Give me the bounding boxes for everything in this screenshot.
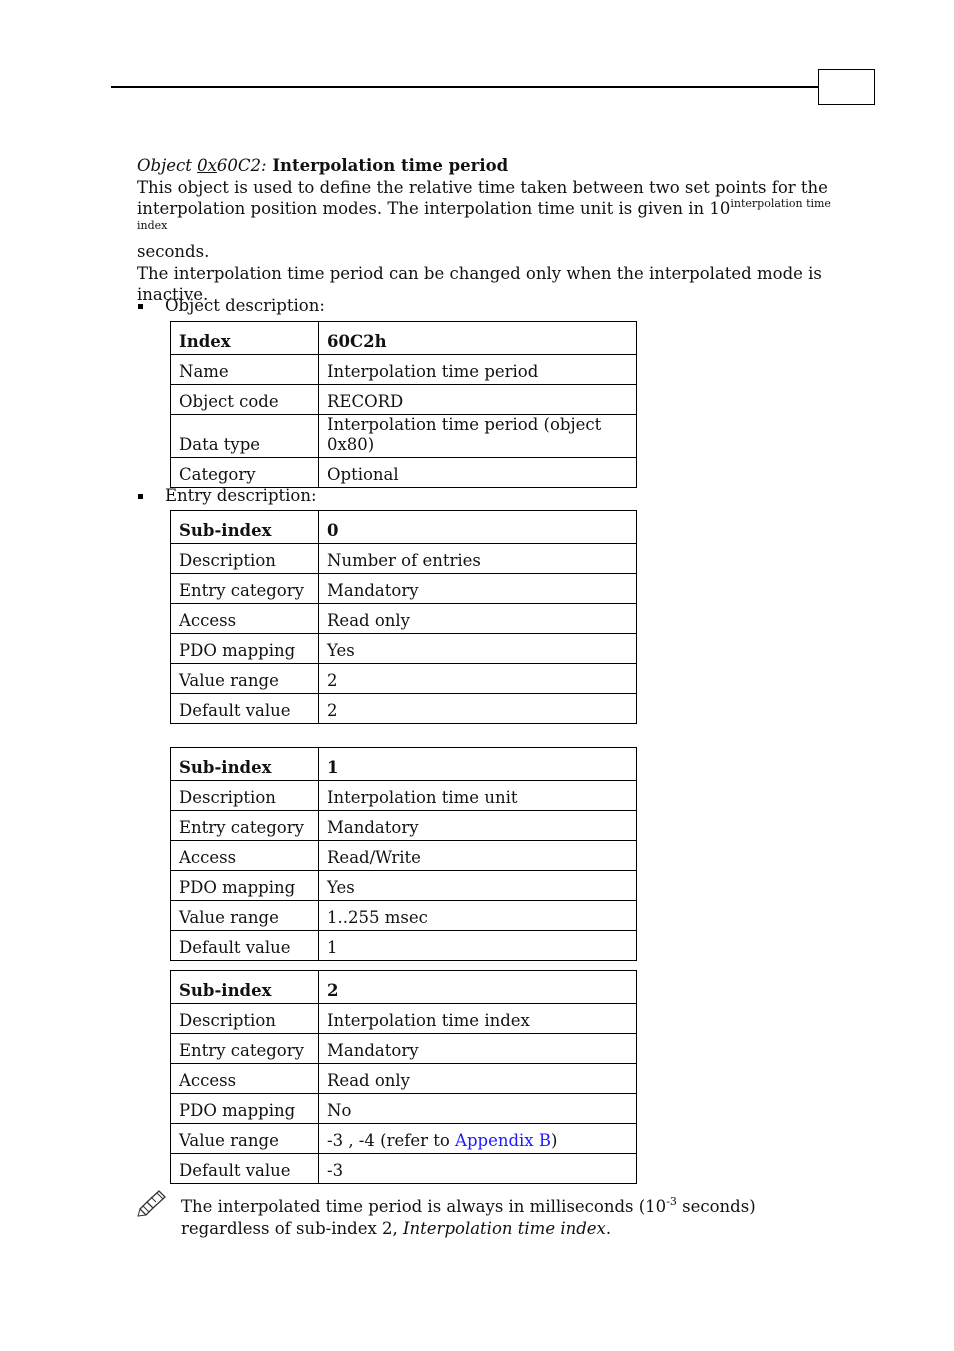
field-name-cell: PDO mapping <box>171 634 319 664</box>
table-row <box>171 604 637 634</box>
bullet-marker <box>138 494 143 499</box>
field-name-cell: Name <box>171 355 319 385</box>
table-row <box>171 544 637 574</box>
appendix-b-link[interactable]: Appendix B <box>455 1131 551 1150</box>
table-row <box>171 322 637 355</box>
section-intro <box>137 155 837 306</box>
field-name-cell: Sub-index <box>171 511 319 544</box>
table-row <box>171 931 637 961</box>
field-name-cell: PDO mapping <box>171 871 319 901</box>
table-row <box>171 458 637 488</box>
table-row <box>171 415 637 458</box>
note-text: The interpolated time period is always in milliseconds ($10^{-3}$ seconds) regardless of sub-index 2, Interpolation time index. <box>181 1195 756 1238</box>
field-value-cell: Mandatory <box>319 811 637 841</box>
table-row <box>171 694 637 724</box>
description-paragraph: This object is used to define the relative time taken between two set points for the interpolation position modes. The interpolation time unit is given in $10^{interpolation time index}$ seconds. <box>137 177 831 261</box>
field-value-cell: 1..255 msec <box>319 901 637 931</box>
table-row <box>171 574 637 604</box>
table-row <box>171 634 637 664</box>
field-value-cell: 0 <box>319 511 637 544</box>
field-name-cell: Default value <box>171 1154 319 1184</box>
field-name-cell: Data type <box>171 415 319 458</box>
field-name-cell: Entry category <box>171 574 319 604</box>
field-name-cell: Category <box>171 458 319 488</box>
table-row <box>171 1004 637 1034</box>
field-value-cell: 2 <box>319 664 637 694</box>
table-row <box>171 748 637 781</box>
table-row <box>171 1124 637 1154</box>
field-value-cell: Number of entries <box>319 544 637 574</box>
field-value-cell: 2 <box>319 694 637 724</box>
table-row <box>171 355 637 385</box>
note-pencil-icon <box>137 1187 169 1217</box>
table-row <box>171 901 637 931</box>
field-value-cell: 60C2h <box>319 322 637 355</box>
restriction-paragraph: The interpolation time period can be changed only when the interpolated mode is inactive. <box>137 263 822 304</box>
hex-prefix: 0x <box>197 156 217 175</box>
field-name-cell: Description <box>171 1004 319 1034</box>
field-name-cell: Entry category <box>171 1034 319 1064</box>
table-row <box>171 781 637 811</box>
field-value-cell: Interpolation time unit <box>319 781 637 811</box>
field-value-cell: Mandatory <box>319 1034 637 1064</box>
section-title: Interpolation time period <box>266 156 509 175</box>
field-name-cell: Entry category <box>171 811 319 841</box>
field-name-cell: PDO mapping <box>171 1094 319 1124</box>
field-value-cell: -3 <box>319 1154 637 1184</box>
field-name-cell: Access <box>171 604 319 634</box>
field-value-cell: RECORD <box>319 385 637 415</box>
field-value-cell: Mandatory <box>319 574 637 604</box>
field-value-cell: -3 , -4 (refer to Appendix B) <box>319 1124 637 1154</box>
field-name-cell: Value range <box>171 1124 319 1154</box>
field-value-cell: No <box>319 1094 637 1124</box>
field-name-cell: Access <box>171 841 319 871</box>
field-value-cell: Read only <box>319 1064 637 1094</box>
field-name-cell: Sub-index <box>171 971 319 1004</box>
field-name-cell: Sub-index <box>171 748 319 781</box>
field-value-cell: 2 <box>319 971 637 1004</box>
table-row <box>171 385 637 415</box>
field-value-cell: Yes <box>319 634 637 664</box>
header-rule <box>111 86 818 88</box>
page-number-box <box>818 69 875 105</box>
table-row <box>171 664 637 694</box>
field-value-cell: Yes <box>319 871 637 901</box>
field-name-cell: Object code <box>171 385 319 415</box>
table-row <box>171 511 637 544</box>
field-value-cell: Interpolation time index <box>319 1004 637 1034</box>
table-row <box>171 811 637 841</box>
field-value-cell: 1 <box>319 931 637 961</box>
field-value-cell: Read only <box>319 604 637 634</box>
section-heading: Object 0x60C2: Interpolation time period <box>137 156 509 175</box>
table-row <box>171 1064 637 1094</box>
field-value-cell: Interpolation time period (object 0x80) <box>319 415 637 458</box>
field-name-cell: Value range <box>171 664 319 694</box>
field-value-cell: Read/Write <box>319 841 637 871</box>
field-name-cell: Access <box>171 1064 319 1094</box>
entry-table-subindex-0 <box>170 510 637 724</box>
field-value-cell: 1 <box>319 748 637 781</box>
table-row <box>171 971 637 1004</box>
field-name-cell: Description <box>171 544 319 574</box>
bullet-marker <box>138 304 143 309</box>
entry-table-subindex-2 <box>170 970 637 1184</box>
table-row <box>171 1154 637 1184</box>
object-description-table <box>170 321 637 488</box>
field-value-cell: Optional <box>319 458 637 488</box>
field-name-cell: Default value <box>171 694 319 724</box>
field-name-cell: Default value <box>171 931 319 961</box>
field-value-cell: Interpolation time period <box>319 355 637 385</box>
table-row <box>171 1094 637 1124</box>
field-name-cell: Value range <box>171 901 319 931</box>
table-row <box>171 841 637 871</box>
field-name-cell: Index <box>171 322 319 355</box>
field-name-cell: Description <box>171 781 319 811</box>
entry-table-subindex-1 <box>170 747 637 961</box>
table-row <box>171 1034 637 1064</box>
table-row <box>171 871 637 901</box>
